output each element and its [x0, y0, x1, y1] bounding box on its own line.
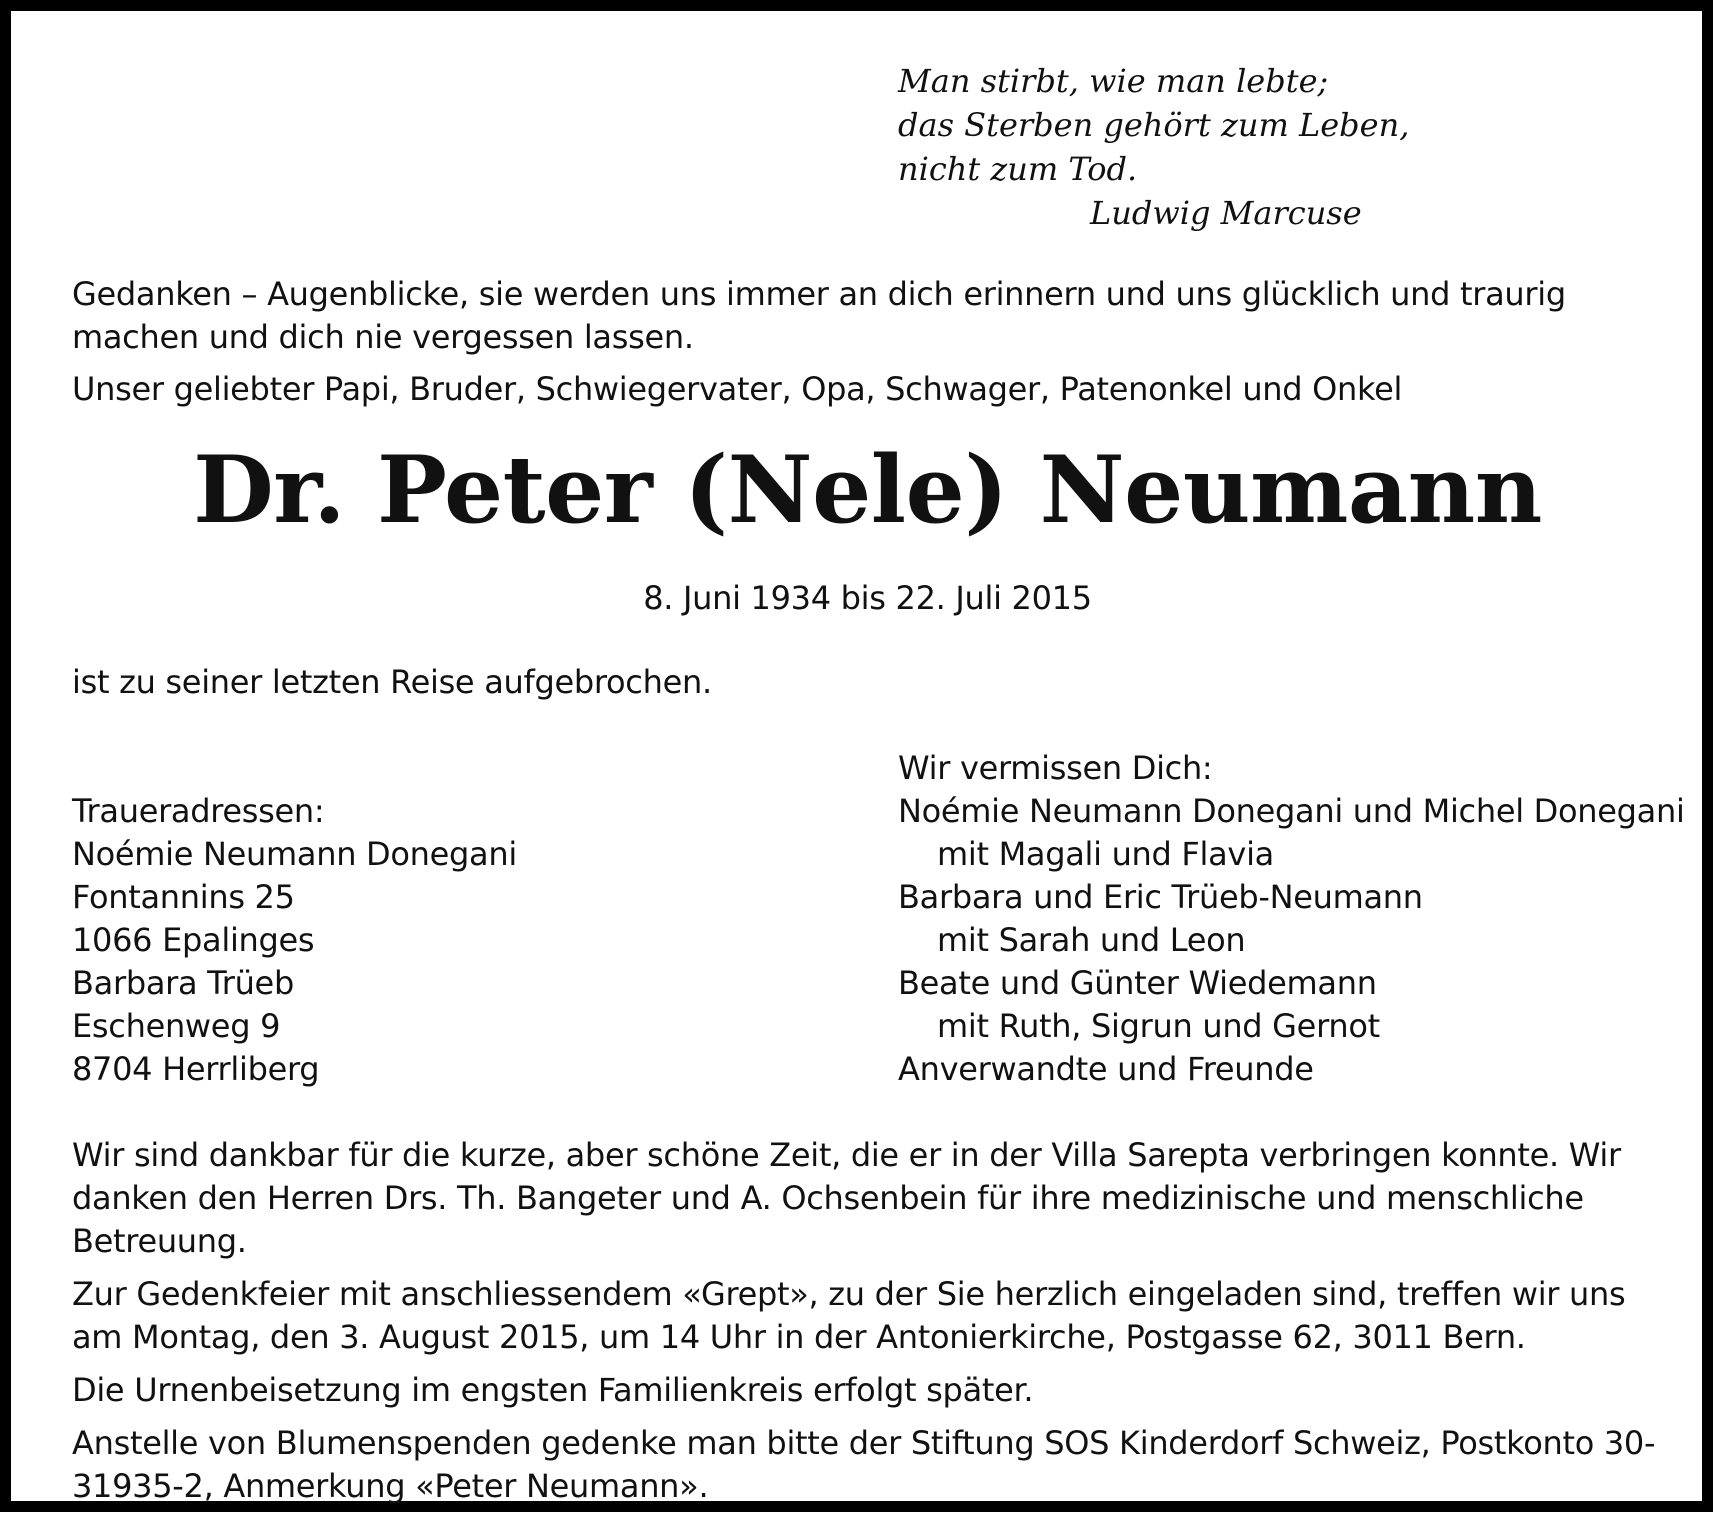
life-dates: 8. Juni 1934 bis 22. Juli 2015	[643, 579, 1092, 617]
donation-paragraph: Anstelle von Blumenspenden gedenke man bitte der Stiftung SOS Kinderdorf Schweiz, Postkonto 30-31935-2, Anmerkung «Peter Neumann».	[72, 1424, 1656, 1505]
family-heading: Wir vermissen Dich:	[898, 749, 1213, 787]
family-member: Barbara und Eric Trüeb-Neumann	[898, 878, 1423, 916]
family-member-children: mit Ruth, Sigrun und Gernot	[937, 1007, 1380, 1045]
mourning-addresses	[72, 790, 517, 1091]
family-member: Beate und Günter Wiedemann	[898, 964, 1377, 1002]
family-member: Noémie Neumann Donegani und Michel Donegani	[898, 792, 1685, 830]
departed-text: ist zu seiner letzten Reise aufgebrochen.	[72, 663, 712, 701]
burial-paragraph: Die Urnenbeisetzung im engsten Familienkreis erfolgt später.	[72, 1371, 1034, 1409]
deceased-name: Dr. Peter (Nele) Neumann	[193, 435, 1542, 544]
quote-author: Ludwig Marcuse	[1090, 194, 1362, 232]
addresses-heading: Traueradressen:	[72, 792, 325, 830]
family-member: Anverwandte und Freunde	[898, 1050, 1314, 1088]
address-line: Fontannins 25	[72, 878, 295, 916]
intro-thoughts: Gedanken – Augenblicke, sie werden uns immer an dich erinnern und uns glücklich und traurig machen und dich nie vergessen lassen.	[72, 275, 1566, 356]
address-line: Noémie Neumann Donegani	[72, 835, 517, 873]
memorial-paragraph: Zur Gedenkfeier mit anschliessendem «Grept», zu der Sie herzlich eingeladen sind, treffen wir uns am Montag, den 3. August 2015, um 14 Uhr in der Antonierkirche, Postgasse 62, 3011 Bern.	[72, 1275, 1626, 1356]
intro-relations: Unser geliebter Papi, Bruder, Schwiegervater, Opa, Schwager, Patenonkel und Onkel	[72, 370, 1403, 408]
closing-block	[72, 1134, 1672, 1518]
address-line: 8704 Herrliberg	[72, 1050, 320, 1088]
address-line: Barbara Trüeb	[72, 964, 294, 1002]
address-line: 1066 Epalinges	[72, 921, 315, 959]
family-member-children: mit Sarah und Leon	[937, 921, 1246, 959]
quote-line: das Sterben gehört zum Leben,	[898, 106, 1410, 144]
family-member-children: mit Magali und Flavia	[937, 835, 1274, 873]
quote-line: nicht zum Tod.	[898, 150, 1138, 188]
epigraph-quote	[898, 59, 1418, 235]
quote-line: Man stirbt, wie man lebte;	[898, 62, 1329, 100]
intro-block	[72, 273, 1672, 420]
thanks-paragraph: Wir sind dankbar für die kurze, aber schöne Zeit, die er in der Villa Sarepta verbringen konnte. Wir danken den Herren Drs. Th. Bangeter und A. Ochsenbein für ihre medizinische und menschliche Betreuung.	[72, 1136, 1621, 1260]
address-line: Eschenweg 9	[72, 1007, 281, 1045]
family-list	[898, 747, 1685, 1091]
